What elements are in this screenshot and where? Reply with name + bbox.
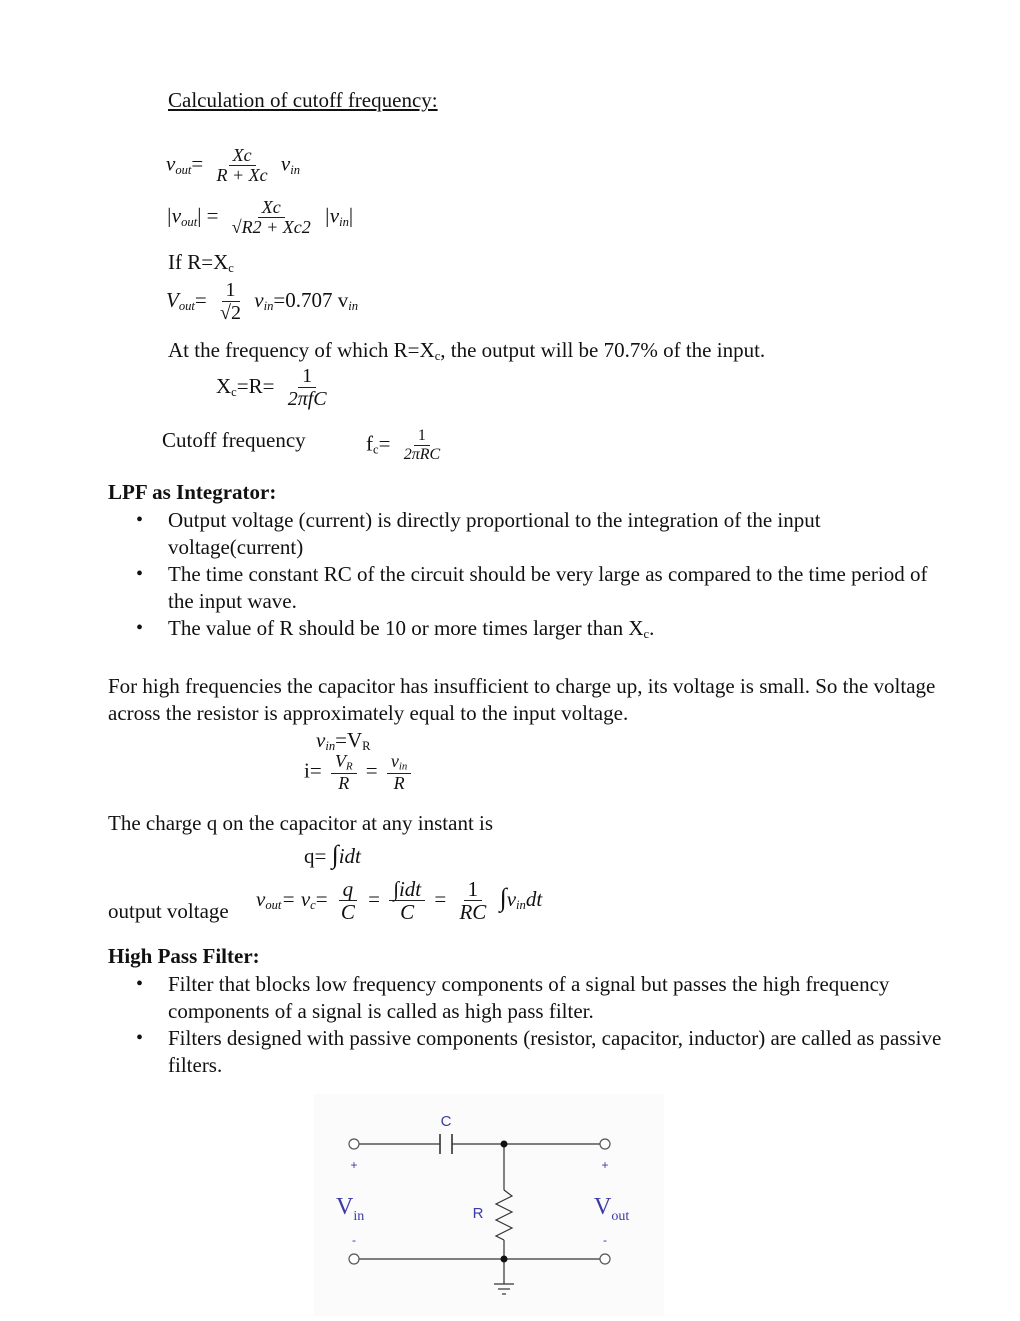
high-frequency-paragraph: For high frequencies the capacitor has insufficient to charge up, its voltage is small. So the voltage across the resistor is approximately equal to the input voltage.	[108, 674, 936, 725]
equation-vin-vr: $v_{in}=V_R$	[316, 728, 371, 754]
section-title-cutoff: Calculation of cutoff frequency:	[168, 88, 438, 112]
resistor-label: R	[472, 1205, 484, 1222]
terminal-vin-minus	[349, 1254, 359, 1264]
statement-70-7-percent: At the frequency of which $R=X_c$, the output will be 70.7% of the input.	[168, 338, 766, 364]
equation-vout-magnitude: $|v_{out}|$ = $\frac{Xc}{√R2 + Xc2}$ $|v_{in}|$	[166, 197, 354, 237]
vin-label: $V_{in}$	[336, 1194, 365, 1224]
terminal-vin-plus	[349, 1139, 359, 1149]
equation-cutoff-frequency: $f_c=$ $\frac{1}{\text{2πRC}}$	[366, 427, 441, 463]
equation-vout-0707: $V_{out}=$ $\frac{1}{√2}$ $v_{in}=0.707$ $v_{in}$	[166, 279, 359, 324]
charge-statement: The charge q on the capacitor at any instant is	[108, 811, 494, 835]
section-title-lpf-integrator: LPF as Integrator:	[108, 480, 277, 504]
circuit-diagram	[314, 1094, 664, 1316]
list-item: • The value of R should be 10 or more times larger than $X_c$.	[108, 615, 948, 648]
section-title-high-pass-filter: High Pass Filter:	[108, 944, 260, 968]
equation-xc-r: $X_c=R=$ $\frac{1}{\text{2πfC}}$	[216, 365, 327, 410]
list-item: • The time constant RC of the circuit should be very large as compared to the time period of the input wave.	[108, 561, 948, 615]
vout-label: $V_{out}$	[594, 1194, 630, 1224]
junction-bottom	[501, 1256, 508, 1263]
equation-output-voltage: $v_{out}= v_c=$ $\frac{q}{C}$ = $\frac{\text{∫idt}}{C}$ = $\frac{1}{RC}$ $\int v_{in}dt$	[256, 877, 543, 925]
condition-r-equals-xc: If $R=X_c$	[168, 250, 234, 276]
equation-current: i= $\frac{V_R}{R}$ = $\frac{v_{in}}{R}$	[304, 752, 415, 794]
equation-vout-ratio: $v_{out}=$ $\frac{Xc}{R + Xc}$ $v_{in}$	[166, 145, 301, 185]
vin-plus-sign: +	[350, 1158, 358, 1172]
list-item: • Output voltage (current) is directly proportional to the integration of the input voltage(current)	[108, 507, 948, 561]
terminal-vout-plus	[600, 1139, 610, 1149]
terminal-vout-minus	[600, 1254, 610, 1264]
hpf-bullet-list	[108, 971, 953, 1079]
list-item: • Filter that blocks low frequency components of a signal but passes the high frequency components of a signal is called as high pass filter.	[108, 971, 953, 1025]
high-pass-filter-circuit	[314, 1094, 664, 1316]
capacitor-label: C	[440, 1113, 452, 1130]
resistor-zigzag	[496, 1190, 512, 1240]
vout-minus-sign: -	[603, 1233, 607, 1247]
output-voltage-label: output voltage	[108, 899, 229, 923]
list-item: • Filters designed with passive components (resistor, capacitor, inductor) are called as passive filters.	[108, 1025, 953, 1079]
lpf-bullet-list	[108, 507, 948, 648]
equation-charge: q= ∫idt	[304, 840, 361, 869]
vin-minus-sign: -	[352, 1233, 356, 1247]
cutoff-frequency-label: Cutoff frequency	[162, 428, 306, 452]
vout-plus-sign: +	[601, 1158, 609, 1172]
junction-top	[501, 1141, 508, 1148]
